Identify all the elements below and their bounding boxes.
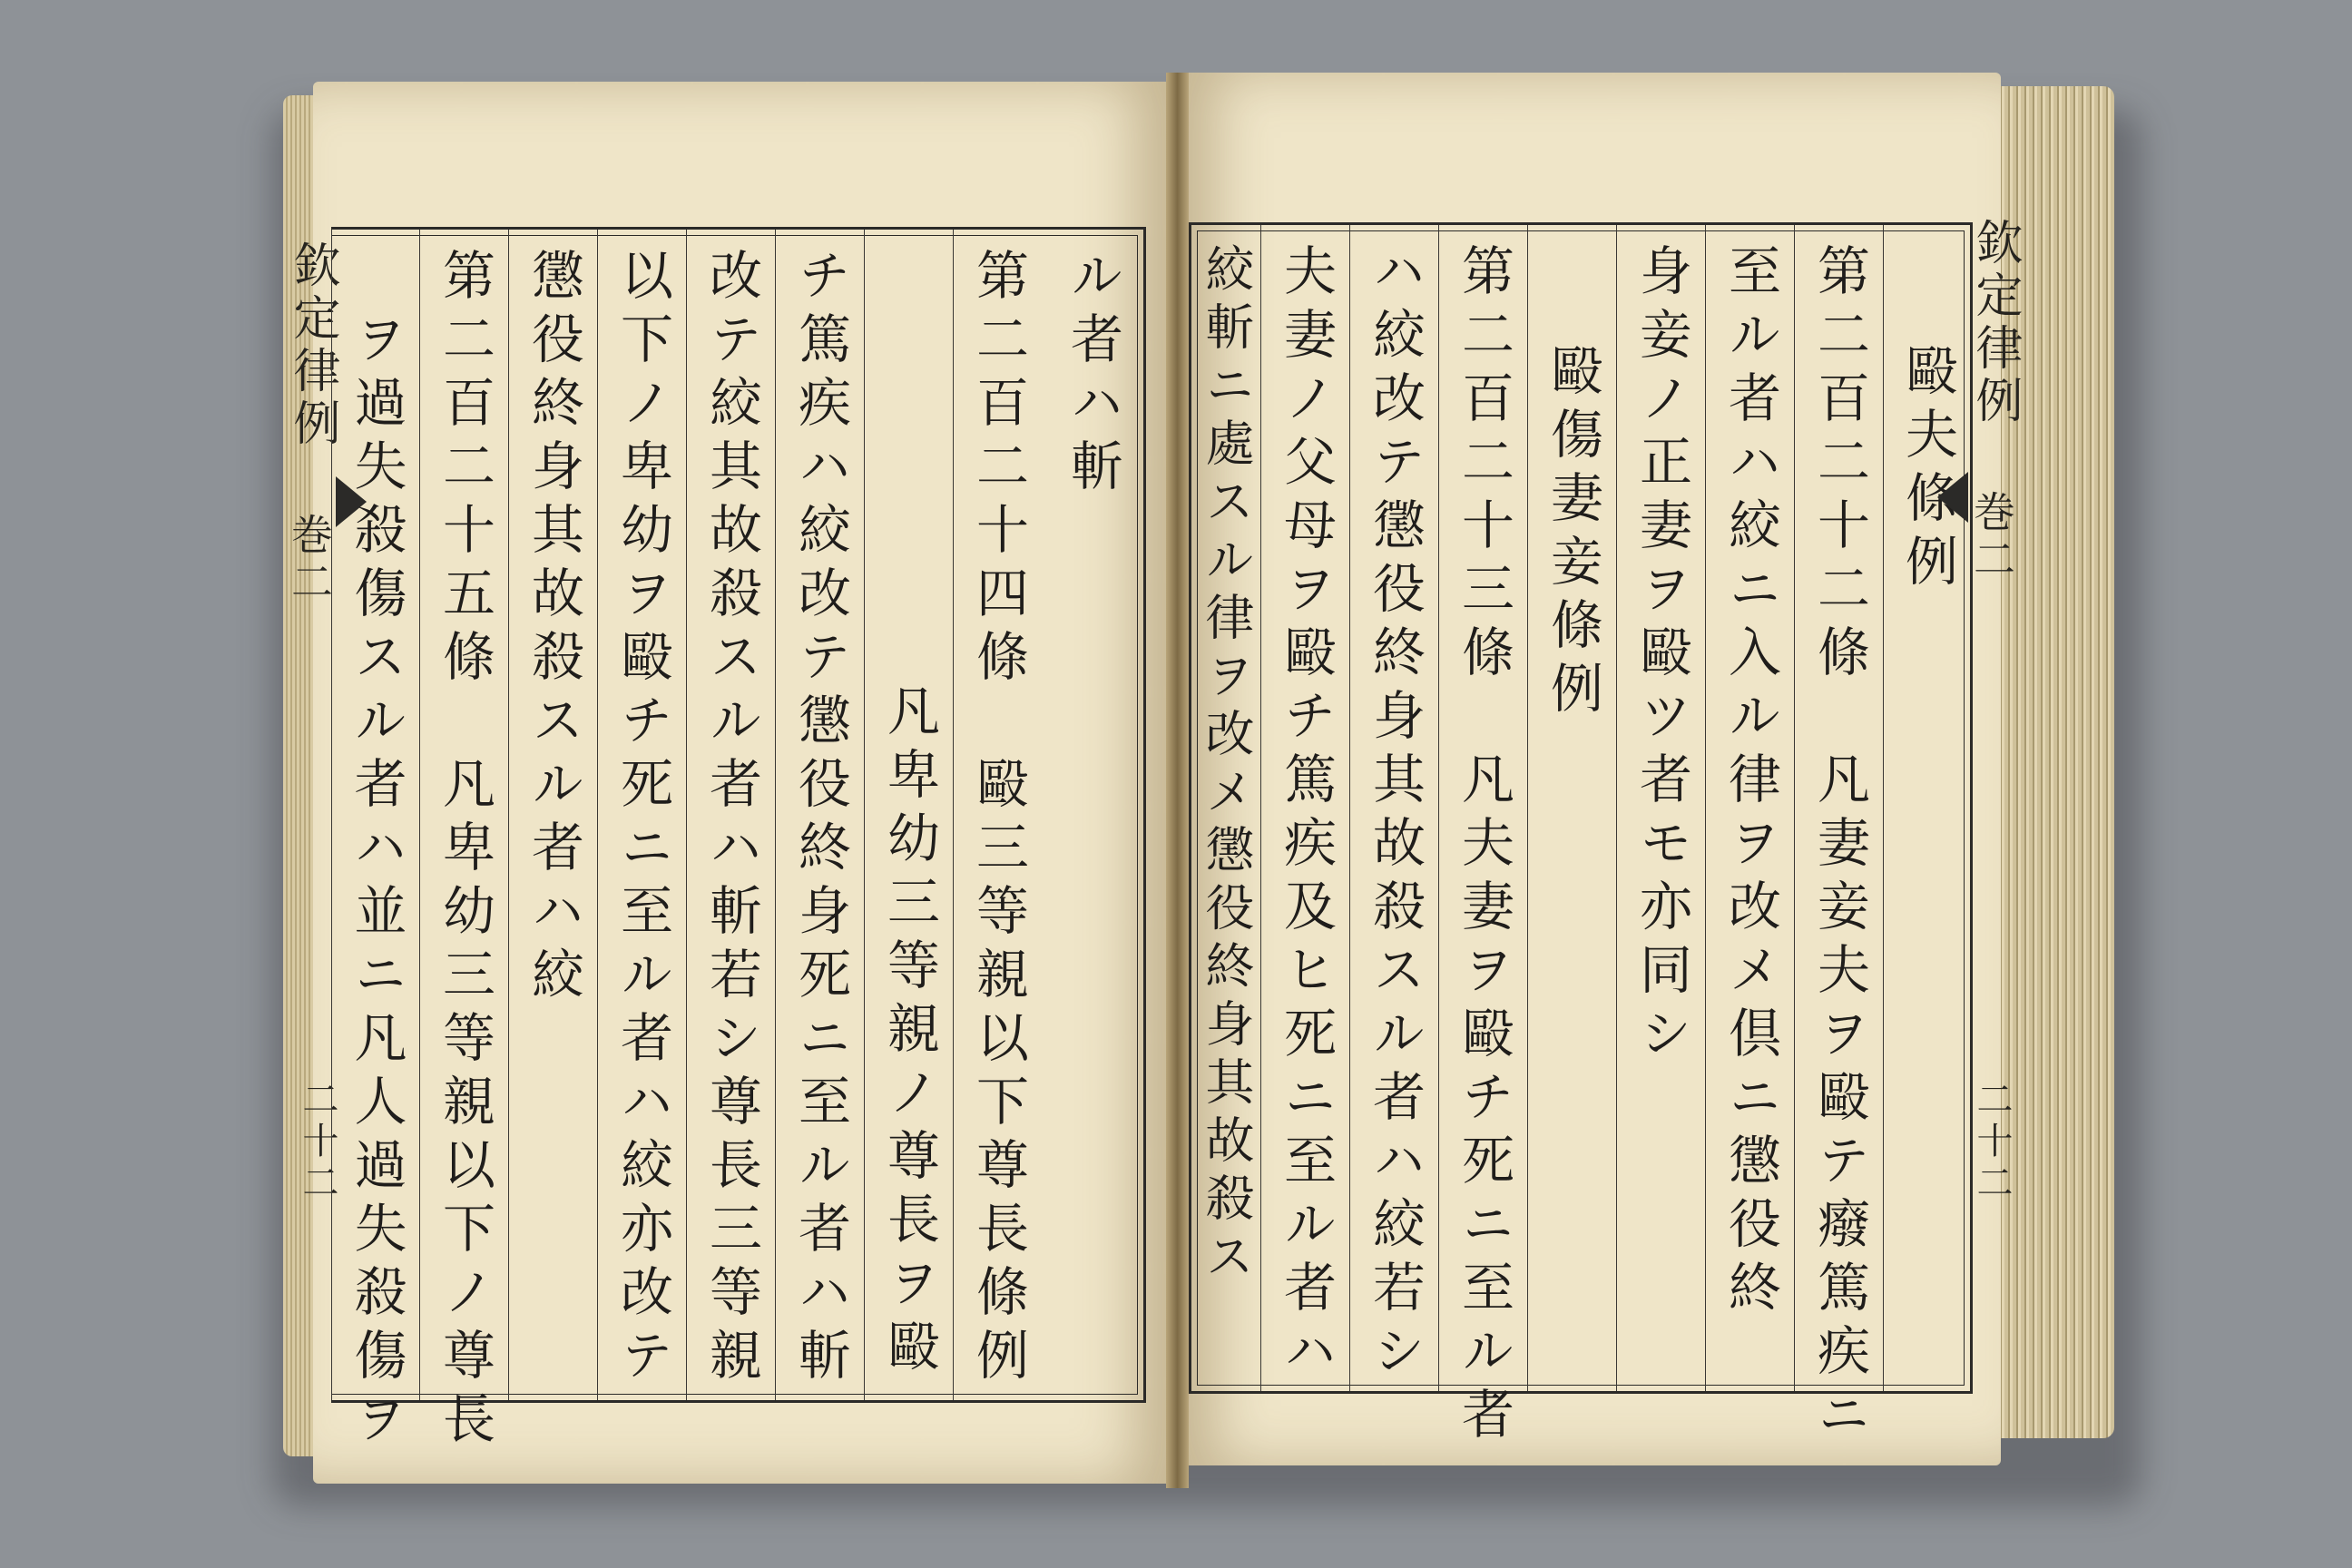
right-col-5-text: 毆傷妻妾條例 [1542,343,1603,724]
right-col-8 [1260,225,1350,1391]
left-col-6-text: 以下ノ卑幼ヲ毆チ死ニ至ル者ハ絞亦改テ [612,248,673,1391]
right-col-4-text: 身妾ノ正妻ヲ毆ツ者モ亦同シ [1631,243,1692,1069]
right-col-1 [1883,225,1971,1391]
right-col-2 [1794,225,1884,1450]
left-col-9-text: ヲ過失殺傷スル者ハ並ニ凡人過失殺傷ヲ [345,311,407,1455]
right-ornament-icon [1937,472,1968,523]
right-col-3-text: 至ル者ハ絞ニ入ル律ヲ改メ倶ニ懲役終 [1720,243,1781,1323]
right-col-3 [1705,225,1795,1391]
right-col-9 [1191,225,1260,1391]
right-col-8-text: 夫妻ノ父母ヲ毆チ篤疾及ヒ死ニ至ル者ハ [1275,243,1337,1387]
left-col-7 [508,230,598,1400]
book-gutter [1166,73,1189,1488]
left-col-2-text: 第二百二十四條 毆三等親以下尊長條例 [967,248,1029,1391]
left-col-5-text: 改テ絞其故殺スル者ハ斬若シ尊長三等親 [701,248,762,1391]
left-col-4 [775,230,865,1400]
left-col-2 [953,230,1043,1400]
right-margin-page: 二十二 [1971,1080,2013,1205]
left-col-4-text: チ篤疾ハ絞改テ懲役終身死ニ至ル者ハ斬 [789,248,851,1391]
right-margin-title: 欽定律例 [1967,218,2022,428]
left-col-1-text: ル者ハ斬 [1062,248,1123,502]
left-col-3 [864,230,954,1400]
right-col-1-text: 毆夫條例 [1896,343,1958,597]
left-col-8-text: 第二百二十五條 凡卑幼三等親以下ノ尊長 [434,248,495,1455]
left-margin-page: 二十二 [297,1080,338,1205]
left-col-7-text: 懲役終身其故殺スル者ハ絞 [523,248,584,1010]
right-col-6 [1438,225,1528,1450]
right-col-7-text: ハ絞改テ懲役終身其故殺スル者ハ絞若シ [1364,243,1426,1387]
left-margin-volume: 巻二 [285,513,334,607]
right-text-frame [1189,222,1973,1450]
left-col-9 [331,230,420,1455]
left-text-frame [331,227,1146,1455]
left-col-5 [686,230,776,1400]
right-col-2-text: 第二百二十二條 凡妻妾夫ヲ毆テ癈篤疾ニ [1808,243,1870,1450]
right-col-4 [1616,225,1706,1391]
right-col-9-text: 絞斬ニ處スル律ヲ改メ懲役終身其故殺ス [1198,243,1255,1289]
left-col-3-text: 凡卑幼三等親ノ尊長ヲ毆 [878,683,940,1382]
left-margin-title: 欽定律例 [285,240,339,451]
left-col-1 [1042,230,1143,1400]
right-col-7 [1349,225,1439,1391]
right-col-5 [1527,225,1617,1391]
left-col-8 [419,230,509,1455]
right-margin-volume: 巻二 [1967,490,2016,584]
left-ornament-icon [336,476,367,527]
right-col-6-text: 第二百二十三條 凡夫妻ヲ毆チ死ニ至ル者 [1453,243,1514,1450]
left-col-6 [597,230,687,1400]
